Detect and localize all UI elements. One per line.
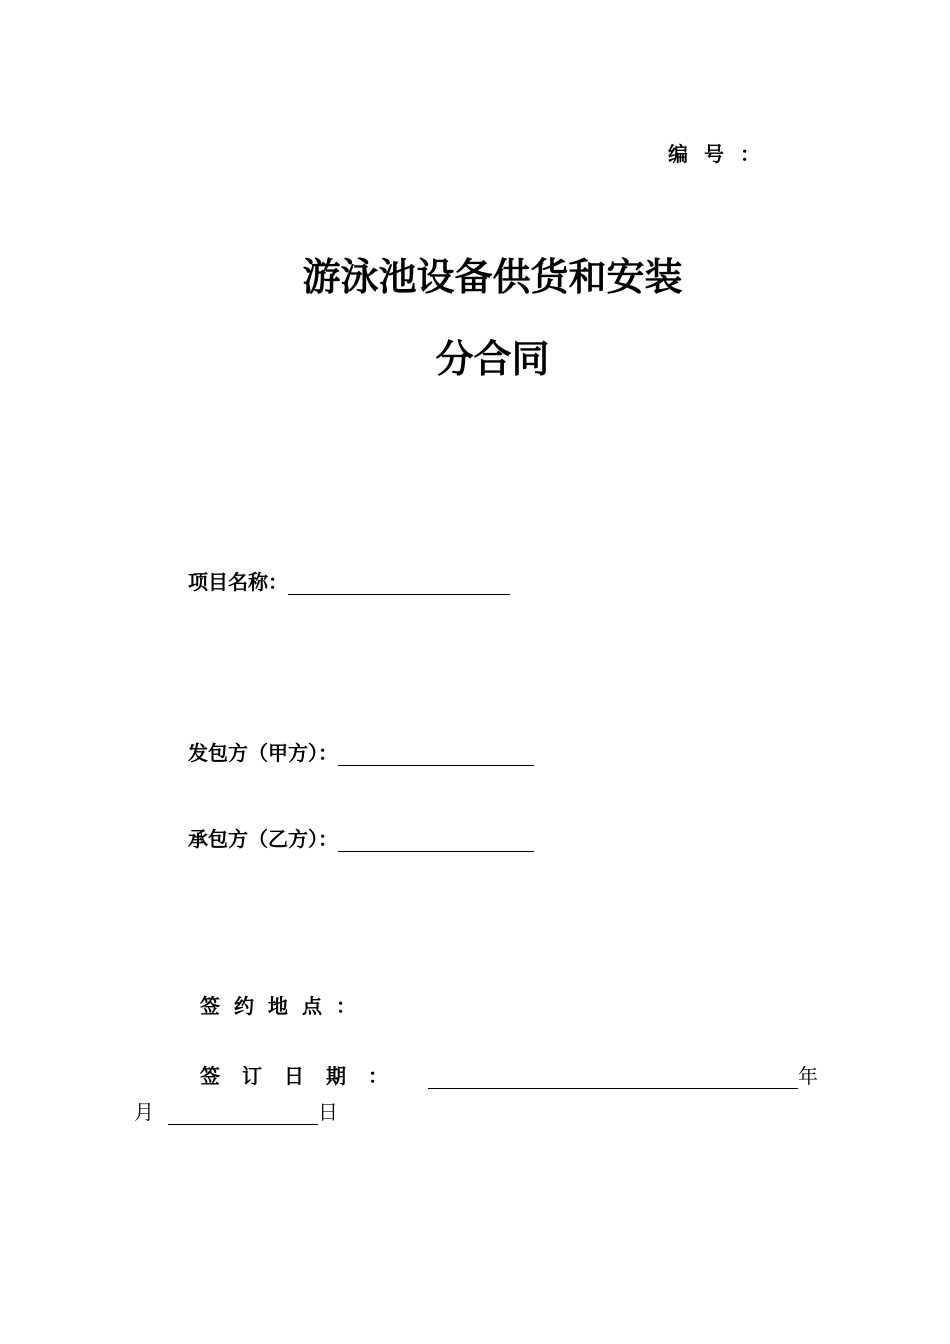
party-b-field	[188, 823, 534, 852]
signing-place-label: 签约地点：	[200, 994, 370, 1018]
signing-place-field	[200, 990, 370, 1019]
party-b-blank[interactable]	[338, 831, 534, 852]
project-name-blank[interactable]	[288, 574, 510, 595]
year-suffix: 年	[798, 1064, 818, 1088]
signing-month-day-blank[interactable]	[168, 1104, 318, 1125]
signing-year-blank[interactable]	[428, 1068, 798, 1089]
signing-date-label: 签订日期：	[200, 1064, 410, 1088]
document-title-line1: 游泳池设备供货和安装	[302, 254, 683, 299]
month-label: 月	[134, 1100, 154, 1124]
party-a-blank[interactable]	[338, 745, 534, 766]
signing-date-field	[200, 1060, 818, 1089]
signing-month-day-field	[134, 1096, 338, 1125]
document-title-line2: 分合同	[435, 336, 550, 381]
party-a-label: 发包方（甲方）：	[188, 741, 338, 765]
party-b-label: 承包方（乙方）：	[188, 827, 338, 851]
party-a-field	[188, 737, 534, 766]
project-name-label: 项目名称：	[188, 570, 288, 594]
serial-number-label: 编号：	[668, 142, 776, 166]
day-suffix: 日	[318, 1100, 338, 1124]
project-name-field	[188, 566, 510, 595]
